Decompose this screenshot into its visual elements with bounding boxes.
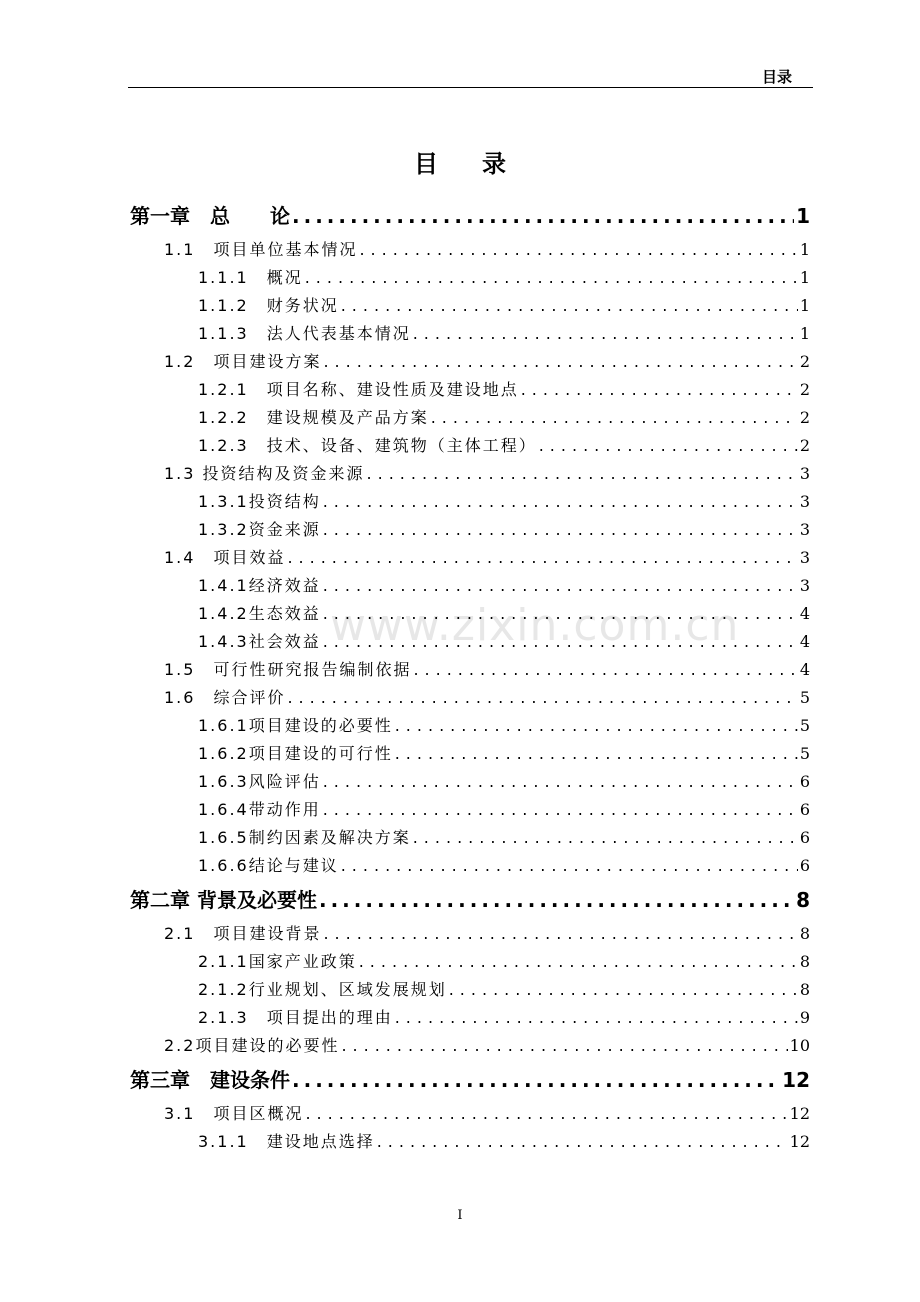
toc-entry-title: 2.1.3 项目提出的理由 <box>198 1008 393 1027</box>
toc-dot-leader <box>431 404 798 432</box>
toc-dot-leader <box>341 852 798 880</box>
toc-section-entry[interactable] <box>130 1032 810 1060</box>
toc-dot-leader <box>323 516 798 544</box>
toc-entry-title: 2.1.2行业规划、区域发展规划 <box>198 980 447 999</box>
toc-dot-leader <box>287 544 797 572</box>
toc-dot-leader <box>323 796 798 824</box>
toc-dot-leader <box>395 712 798 740</box>
toc-dot-leader <box>521 376 798 404</box>
toc-page-number: 1 <box>796 204 810 228</box>
toc-subsection-entry[interactable] <box>130 572 810 600</box>
toc-entry-title: 1.3.1投资结构 <box>198 492 321 511</box>
table-of-contents <box>130 196 810 1156</box>
toc-entry-title: 2.1.1国家产业政策 <box>198 952 357 971</box>
toc-entry-title: 1.3.2资金来源 <box>198 520 321 539</box>
toc-page-number: 3 <box>799 464 810 483</box>
toc-entry-title: 1.2.2 建设规模及产品方案 <box>198 408 429 427</box>
toc-page-number: 1 <box>799 296 810 315</box>
toc-subsection-entry[interactable] <box>130 712 810 740</box>
toc-dot-leader <box>305 1100 787 1128</box>
toc-entry-title: 1.6.2项目建设的可行性 <box>198 744 393 763</box>
toc-dot-leader <box>341 292 798 320</box>
toc-subsection-entry[interactable] <box>130 1128 810 1156</box>
watermark: www.zixin.com.cn <box>330 600 740 651</box>
header-label: 目录 <box>761 68 792 86</box>
toc-section-entry[interactable] <box>130 544 810 572</box>
toc-page-number: 5 <box>799 744 810 763</box>
toc-page-number: 3 <box>799 520 810 539</box>
toc-dot-leader <box>359 236 797 264</box>
toc-dot-leader <box>323 348 797 376</box>
toc-section-entry[interactable] <box>130 236 810 264</box>
toc-entry-title: 1.2.3 技术、设备、建筑物（主体工程） <box>198 436 537 455</box>
toc-page-number: 2 <box>799 380 810 399</box>
toc-page-number: 8 <box>796 888 810 912</box>
toc-entry-title: 第一章 总 论 <box>130 204 290 228</box>
toc-page-number: 4 <box>799 604 810 623</box>
toc-subsection-entry[interactable] <box>130 852 810 880</box>
toc-entry-title: 1.3 投资结构及资金来源 <box>164 464 365 483</box>
toc-page-number: 5 <box>799 716 810 735</box>
toc-page-number: 2 <box>799 408 810 427</box>
toc-subsection-entry[interactable] <box>130 976 810 1004</box>
toc-subsection-entry[interactable] <box>130 432 810 460</box>
header-divider <box>128 87 813 88</box>
toc-subsection-entry[interactable] <box>130 264 810 292</box>
page-title: 目录 <box>414 150 550 178</box>
toc-page-number: 2 <box>799 436 810 455</box>
toc-dot-leader <box>319 880 794 920</box>
toc-section-entry[interactable] <box>130 1100 810 1128</box>
toc-page-number: 8 <box>799 924 810 943</box>
toc-subsection-entry[interactable] <box>130 796 810 824</box>
toc-page-number: 12 <box>789 1132 810 1151</box>
toc-dot-leader <box>292 1060 780 1100</box>
toc-entry-title: 1.6.4带动作用 <box>198 800 321 819</box>
toc-page-number: 3 <box>799 492 810 511</box>
toc-entry-title: 1.1.2 财务状况 <box>198 296 339 315</box>
toc-subsection-entry[interactable] <box>130 404 810 432</box>
toc-entry-title: 2.1 项目建设背景 <box>164 924 322 943</box>
toc-page-number: 10 <box>789 1036 810 1055</box>
toc-entry-title: 1.2.1 项目名称、建设性质及建设地点 <box>198 380 519 399</box>
toc-dot-leader <box>323 600 798 628</box>
toc-page-number: 12 <box>782 1068 810 1092</box>
toc-entry-title: 2.2项目建设的必要性 <box>164 1036 340 1055</box>
toc-subsection-entry[interactable] <box>130 600 810 628</box>
toc-entry-title: 1.6.1项目建设的必要性 <box>198 716 393 735</box>
toc-dot-leader <box>367 460 798 488</box>
toc-section-entry[interactable] <box>130 348 810 376</box>
toc-page-number: 5 <box>799 688 810 707</box>
toc-page-number: 3 <box>799 548 810 567</box>
toc-subsection-entry[interactable] <box>130 376 810 404</box>
toc-page-number: 1 <box>799 240 810 259</box>
toc-dot-leader <box>413 824 798 852</box>
toc-subsection-entry[interactable] <box>130 768 810 796</box>
toc-page-number: 1 <box>799 268 810 287</box>
toc-subsection-entry[interactable] <box>130 292 810 320</box>
toc-subsection-entry[interactable] <box>130 824 810 852</box>
toc-dot-leader <box>341 1032 787 1060</box>
toc-subsection-entry[interactable] <box>130 1004 810 1032</box>
toc-section-entry[interactable] <box>130 920 810 948</box>
toc-page-number: 4 <box>799 632 810 651</box>
toc-page-number: 8 <box>799 952 810 971</box>
toc-page-number: 1 <box>799 324 810 343</box>
toc-entry-title: 3.1 项目区概况 <box>164 1104 304 1123</box>
toc-entry-title: 1.4.1经济效益 <box>198 576 321 595</box>
toc-entry-title: 1.4.2生态效益 <box>198 604 321 623</box>
toc-chapter-entry[interactable] <box>130 880 810 920</box>
toc-subsection-entry[interactable] <box>130 488 810 516</box>
toc-entry-title: 1.5 可行性研究报告编制依据 <box>164 660 412 679</box>
toc-dot-leader <box>323 488 798 516</box>
toc-page-number: 6 <box>799 856 810 875</box>
toc-entry-title: 1.2 项目建设方案 <box>164 352 322 371</box>
toc-dot-leader <box>292 196 794 236</box>
toc-dot-leader <box>539 432 798 460</box>
toc-entry-title: 第三章 建设条件 <box>130 1068 290 1092</box>
toc-dot-leader <box>359 948 798 976</box>
toc-page-number: 6 <box>799 772 810 791</box>
toc-dot-leader <box>449 976 798 1004</box>
toc-dot-leader <box>377 1128 788 1156</box>
toc-dot-leader <box>305 264 798 292</box>
toc-section-entry[interactable] <box>130 656 810 684</box>
toc-page-number: 6 <box>799 800 810 819</box>
toc-dot-leader <box>323 628 798 656</box>
toc-page-number: 9 <box>799 1008 810 1027</box>
toc-entry-title: 1.1 项目单位基本情况 <box>164 240 358 259</box>
toc-entry-title: 1.1.1 概况 <box>198 268 303 287</box>
toc-entry-title: 3.1.1 建设地点选择 <box>198 1132 375 1151</box>
toc-dot-leader <box>323 572 798 600</box>
toc-subsection-entry[interactable] <box>130 320 810 348</box>
toc-chapter-entry[interactable] <box>130 1060 810 1100</box>
toc-page-number: 6 <box>799 828 810 847</box>
toc-dot-leader <box>287 684 797 712</box>
toc-dot-leader <box>323 920 797 948</box>
toc-section-entry[interactable] <box>130 460 810 488</box>
toc-page-number: 2 <box>799 352 810 371</box>
toc-chapter-entry[interactable] <box>130 196 810 236</box>
toc-dot-leader <box>413 656 797 684</box>
toc-dot-leader <box>413 320 798 348</box>
toc-subsection-entry[interactable] <box>130 740 810 768</box>
toc-dot-leader <box>395 1004 798 1032</box>
toc-page-number: 12 <box>789 1104 810 1123</box>
toc-page-number: 4 <box>799 660 810 679</box>
toc-entry-title: 1.4.3社会效益 <box>198 632 321 651</box>
toc-entry-title: 1.4 项目效益 <box>164 548 286 567</box>
toc-entry-title: 1.6.6结论与建议 <box>198 856 339 875</box>
toc-entry-title: 1.6.3风险评估 <box>198 772 321 791</box>
toc-page-number: 8 <box>799 980 810 999</box>
toc-dot-leader <box>323 768 798 796</box>
toc-subsection-entry[interactable] <box>130 948 810 976</box>
toc-subsection-entry[interactable] <box>130 516 810 544</box>
toc-section-entry[interactable] <box>130 684 810 712</box>
toc-entry-title: 第二章 背景及必要性 <box>130 888 317 912</box>
toc-entry-title: 1.6.5制约因素及解决方案 <box>198 828 411 847</box>
footer-page-number: I <box>457 1208 463 1223</box>
toc-subsection-entry[interactable] <box>130 628 810 656</box>
toc-dot-leader <box>395 740 798 768</box>
toc-page-number: 3 <box>799 576 810 595</box>
toc-entry-title: 1.6 综合评价 <box>164 688 286 707</box>
toc-entry-title: 1.1.3 法人代表基本情况 <box>198 324 411 343</box>
